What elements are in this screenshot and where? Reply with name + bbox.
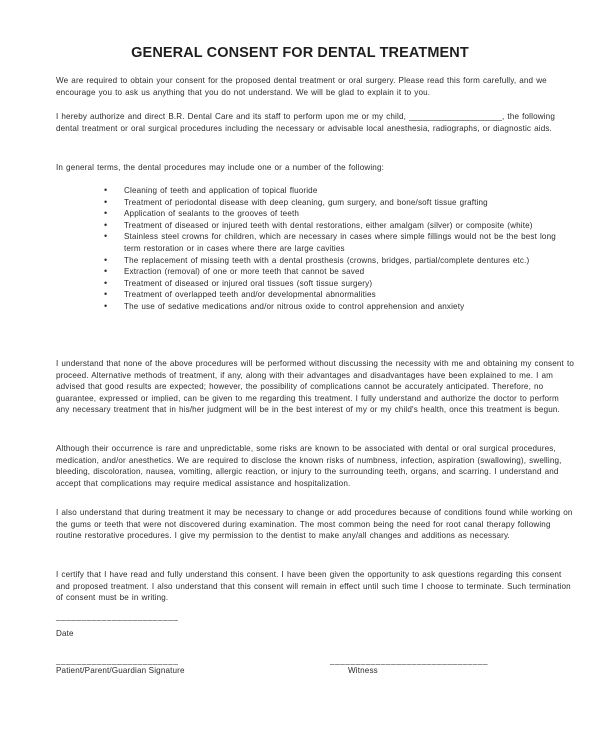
understanding-paragraph: I understand that none of the above procedures will be performed without discussing the necessity with me and obtaining my consent to proceed. Alternative methods of treatment, if any, along with their advantages and disadvantages have been explained to me. I am advised that good results are expected; however, the possibility of complications cannot be accurately anticipated. Therefore, no guarantee, expressed or implied, can be given to me regarding this treatment. I fully understand and authorize the doctor to perform any necessary treatment that in his/her judgment will be in the best interest of my or my child's health, once this treatment is begun. — [56, 359, 575, 415]
bullet-icon: • — [104, 196, 108, 207]
patient-signature-line[interactable]: ________________________ — [56, 656, 179, 665]
list-item: • Application of sealants to the grooves of teeth — [104, 208, 300, 219]
witness-signature-line[interactable]: _______________________________ — [330, 656, 489, 665]
list-item: • Stainless steel crowns for children, which are necessary in cases where simple fillings would not be the best long term restoration or in cases where there are large cavities — [104, 231, 556, 253]
authorization-paragraph: I hereby authorize and direct B.R. Dental Care and its staff to perform upon me or my child, ____________________, the following dental treatment or oral surgical procedures including the necessary or advisable local anesthesia, radiographs, or diagnostic aids. — [56, 112, 555, 133]
risks-paragraph: Although their occurrence is rare and unpredictable, some risks are known to be associated with dental or oral surgical procedures, medication, and/or anesthetics. We are required to disclose the known risks of numbness, infection, aspiration (swallowing), swelling, bleeding, discoloration, nausea, vomiting, allergic reaction, or injury to the surrounding teeth, organs, and scarring. I understand and accept that complications may require medical assistance and hospitalization. — [56, 444, 562, 488]
patient-signature-label: Patient/Parent/Guardian Signature — [56, 666, 185, 675]
witness-label: Witness — [348, 666, 378, 675]
list-item: • The replacement of missing teeth with a dental prosthesis (crowns, bridges, partial/complete dentures etc.) — [104, 254, 530, 265]
bullet-icon: • — [104, 231, 108, 242]
list-item: • The use of sedative medications and/or nitrous oxide to control apprehension and anxiety — [104, 300, 465, 311]
bullet-icon: • — [104, 219, 108, 230]
bullet-icon: • — [104, 185, 108, 195]
list-item: • Treatment of overlapped teeth and/or developmental abnormalities — [104, 289, 376, 300]
general-terms-paragraph: In general terms, the dental procedures may include one or a number of the following: — [56, 163, 384, 172]
bullet-icon: • — [104, 208, 108, 219]
list-item: • Treatment of periodontal disease with deep cleaning, gum surgery, and bone/soft tissue grafting — [104, 196, 488, 207]
bullet-icon: • — [104, 277, 108, 288]
certification-paragraph: I certify that I have read and fully understand this consent. I have been given the opportunity to ask questions regarding this consent and proposed treatment. I also understand that this consent will remain in effect until such time I choose to terminate. Such termination of consent must be in writing. — [56, 570, 571, 603]
list-item: • Treatment of diseased or injured teeth with dental restorations, either amalgam (silver) or composite (white) — [104, 219, 533, 230]
list-item: • Cleaning of teeth and application of topical fluoride — [104, 185, 318, 195]
bullet-icon: • — [104, 266, 108, 277]
list-item: • Treatment of diseased or injured oral tissues (soft tissue surgery) — [104, 277, 373, 288]
bullet-icon: • — [104, 254, 108, 265]
procedures-list — [104, 185, 560, 313]
date-signature-line[interactable]: ________________________ — [56, 612, 179, 621]
list-item: • Extraction (removal) of one or more teeth that cannot be saved — [104, 266, 365, 277]
intro-paragraph: We are required to obtain your consent for the proposed dental treatment or oral surgery. Please read this form carefully, and we encourage you to ask us anything that you do not understand. We will be glad to explain it to you. — [56, 76, 547, 97]
document-title: GENERAL CONSENT FOR DENTAL TREATMENT — [131, 45, 469, 61]
bullet-icon: • — [104, 300, 108, 311]
date-label: Date — [56, 629, 74, 638]
bullet-icon: • — [104, 289, 108, 300]
procedure-changes-paragraph: I also understand that during treatment it may be necessary to change or add procedures because of conditions found while working on the gums or teeth that were not discovered during examination. The most common being the need for root canal therapy following routine restorative procedures. I give my permission to the dentist to make any/all changes and additions as necessary. — [56, 508, 573, 541]
